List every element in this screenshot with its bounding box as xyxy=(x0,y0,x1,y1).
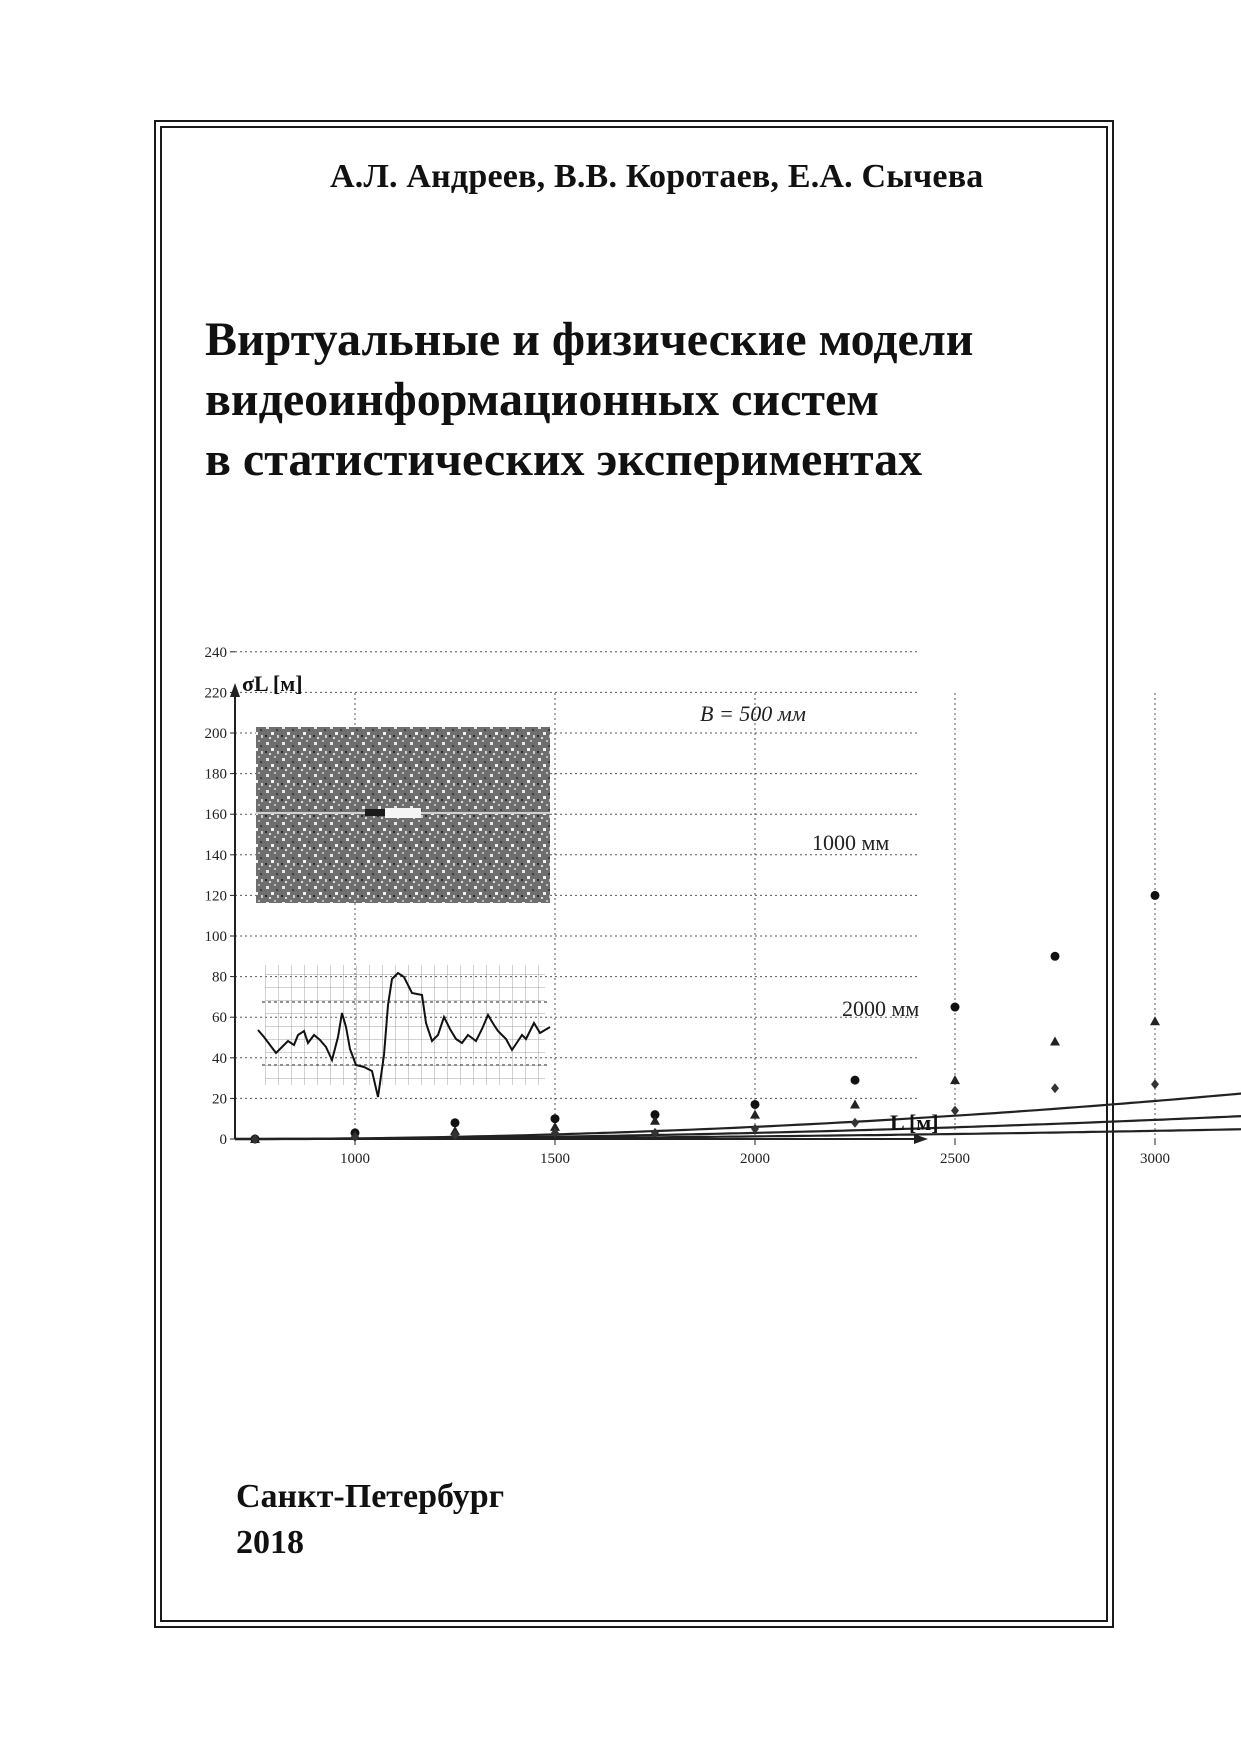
y-tick-label: 240 xyxy=(204,644,227,661)
inset-target xyxy=(385,808,421,818)
publisher-city: Санкт-Петербург xyxy=(236,1478,505,1515)
x-tick-label: 1000 xyxy=(340,1151,370,1167)
data-point-circle xyxy=(751,1100,760,1109)
y-tick-label: 140 xyxy=(204,847,227,864)
title-line: в статистических экспериментах xyxy=(205,433,923,486)
y-tick-label: 0 xyxy=(219,1132,227,1148)
data-point-triangle xyxy=(750,1110,760,1119)
data-point-diamond xyxy=(851,1118,859,1128)
cover-chart xyxy=(200,644,1170,1315)
x-tick-label: 2000 xyxy=(740,1151,770,1167)
data-point-triangle xyxy=(1050,1037,1060,1046)
y-tick-label: 20 xyxy=(212,1091,227,1108)
y-tick-label: 120 xyxy=(204,888,227,905)
y-tick-label: 220 xyxy=(204,685,227,702)
inset-images xyxy=(256,727,550,1097)
y-tick-label: 60 xyxy=(212,1010,227,1027)
title-line: Виртуальные и физические модели xyxy=(205,313,974,366)
data-point-triangle xyxy=(850,1099,860,1108)
y-tick-label: 80 xyxy=(212,969,227,986)
data-point-triangle xyxy=(1150,1016,1160,1025)
data-point-circle xyxy=(1151,891,1160,900)
x-tick-label: 2500 xyxy=(940,1151,970,1167)
inset-profile-grid xyxy=(265,965,545,1085)
x-tick-label: 1500 xyxy=(540,1151,570,1167)
y-tick-label: 160 xyxy=(204,807,227,824)
y-axis-arrow xyxy=(230,683,240,697)
data-point-circle xyxy=(951,1003,960,1012)
inset-target-shadow xyxy=(365,809,385,816)
y-ticks xyxy=(205,645,236,1148)
book-title xyxy=(205,310,973,490)
publication-year: 2018 xyxy=(236,1524,304,1561)
y-tick-label: 40 xyxy=(212,1050,227,1067)
y-tick-label: 180 xyxy=(204,766,227,783)
authors: А.Л. Андреев, В.В. Коротаев, Е.А. Сычева xyxy=(330,158,984,195)
y-tick-label: 100 xyxy=(204,929,227,945)
series-label-1000: 1000 мм xyxy=(812,830,890,855)
title-line: видеоинформационных систем xyxy=(205,373,879,426)
data-point-diamond xyxy=(951,1106,959,1116)
y-axis-label: σL [м] xyxy=(242,671,303,696)
data-point-circle xyxy=(1051,952,1060,961)
data-point-diamond xyxy=(1051,1083,1059,1093)
series-label-500: B = 500 мм xyxy=(700,701,806,726)
data-point-triangle xyxy=(950,1075,960,1084)
x-tick-label: 3000 xyxy=(1140,1151,1170,1167)
data-point-diamond xyxy=(1151,1079,1159,1089)
x-axis-label: L [м] xyxy=(890,1110,939,1135)
series-label-2000: 2000 мм xyxy=(842,996,920,1021)
data-point-circle xyxy=(851,1076,860,1085)
y-tick-label: 200 xyxy=(204,726,227,742)
